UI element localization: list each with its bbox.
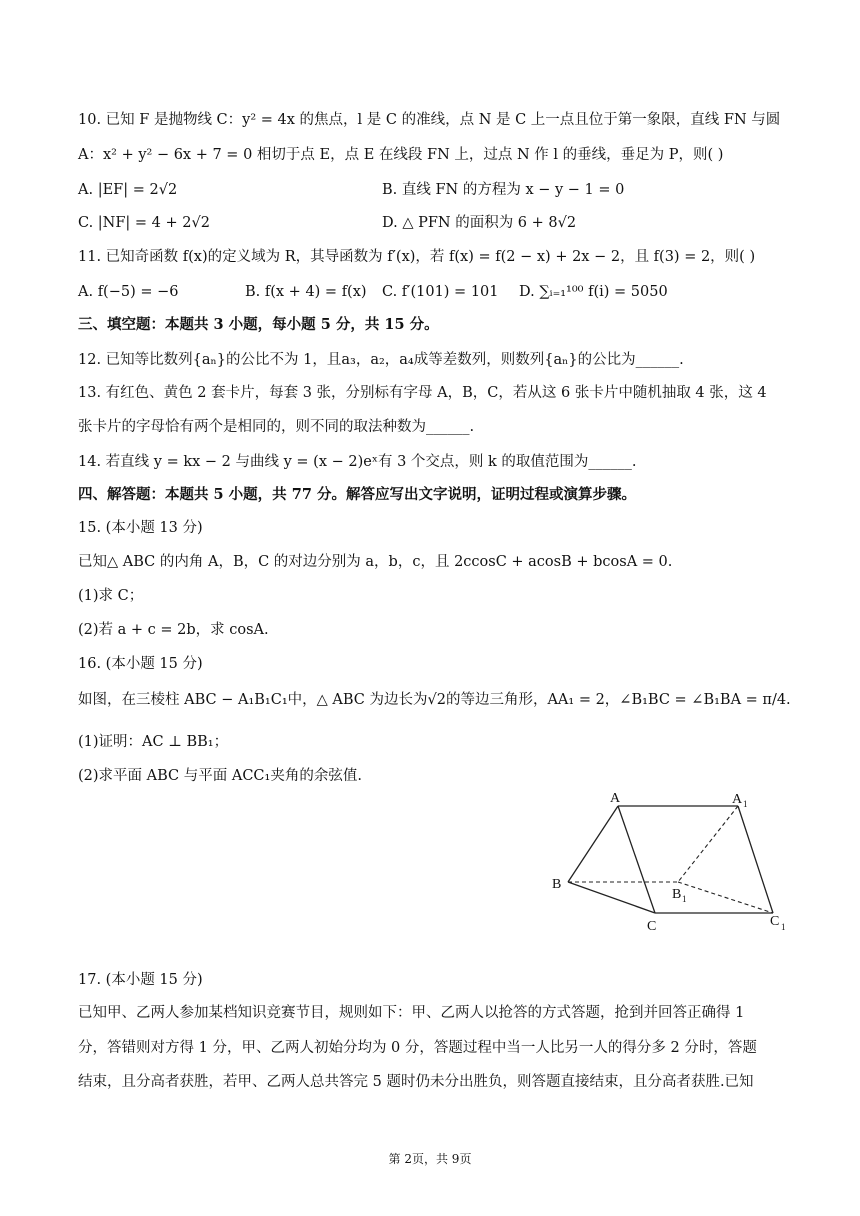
q10-option-b: B. 直线 FN 的方程为 x − y − 1 = 0 [382, 182, 625, 198]
q17-line1: 已知甲、乙两人参加某档知识竞赛节目，规则如下：甲、乙两人以抢答的方式答题，抢到并回答正确得 1 [78, 1005, 745, 1021]
edge-b-c [568, 882, 655, 913]
q13-line1: 13. 有红色、黄色 2 套卡片，每套 3 张，分别标有字母 A，B，C，若从这 6 张卡片中随机抽取 4 张，这 4 [78, 385, 767, 401]
q16-part1: (1)证明：AC ⊥ BB₁； [78, 734, 229, 750]
q17-line3: 结束，且分高者获胜，若甲、乙两人总共答完 5 题时仍未分出胜负，则答题直接结束，且分高者获胜.已知 [78, 1074, 754, 1090]
q11-option-b: B. f(x + 4) = f(x) [245, 284, 367, 300]
q11-option-c: C. f′(101) = 101 [382, 284, 499, 300]
edge-a1-c1 [738, 806, 773, 913]
q11-stem: 11. 已知奇函数 f(x)的定义域为 R，其导函数为 f′(x)，若 f(x) = f(2 − x) + 2x − 2，且 f(3) = 2，则( ) [78, 249, 756, 265]
section-3-heading: 三、填空题：本题共 3 小题，每小题 5 分，共 15 分。 [78, 316, 439, 333]
label-c1: C [770, 914, 780, 929]
q15-part2: (2)若 a + c = 2b，求 cosA. [78, 622, 269, 638]
section-4-heading: 四、解答题：本题共 5 小题，共 77 分。解答应写出文字说明，证明过程或演算步骤。 [78, 486, 636, 503]
q17-header: 17. (本小题 15 分) [78, 972, 203, 988]
q13-line2: 张卡片的字母恰有两个是相同的，则不同的取法种数为______. [78, 419, 475, 435]
label-b1-subscript: 1 [682, 894, 687, 904]
page-footer: 第 2页，共 9页 [388, 1152, 472, 1166]
q15-stem: 已知△ ABC 的内角 A，B，C 的对边分别为 a，b，c，且 2ccosC + acosB + bcosA = 0. [78, 554, 673, 570]
q10-option-a: A. |EF| = 2√2 [78, 182, 178, 198]
prism-figure [548, 792, 793, 937]
q10-stem-line1: 10. 已知 F 是抛物线 C：y² = 4x 的焦点，l 是 C 的准线，点 N 是 C 上一点且位于第一象限，直线 FN 与圆 [78, 112, 781, 128]
label-c1-subscript: 1 [781, 922, 786, 932]
q12-stem: 12. 已知等比数列{aₙ}的公比不为 1，且a₃，a₂，a₄成等差数列，则数列{aₙ}的公比为______. [78, 352, 684, 368]
q10-option-d: D. △ PFN 的面积为 6 + 8√2 [382, 215, 577, 231]
label-a1: A [732, 792, 743, 807]
q11-option-a: A. f(−5) = −6 [78, 284, 179, 300]
q17-line2: 分，答错则对方得 1 分，甲、乙两人初始分均为 0 分，答题过程中当一人比另一人的得分多 2 分时，答题 [78, 1040, 757, 1056]
q16-header: 16. (本小题 15 分) [78, 656, 203, 672]
q15-header: 15. (本小题 13 分) [78, 520, 203, 536]
label-b: B [552, 877, 562, 892]
edge-a-b [568, 806, 618, 882]
label-b1: B [672, 887, 682, 902]
edge-a-c [618, 806, 655, 913]
q16-stem: 如图，在三棱柱 ABC − A₁B₁C₁中，△ ABC 为边长为√2的等边三角形，AA₁ = 2，∠B₁BC = ∠B₁BA = π/4. [78, 692, 791, 708]
edge-b1-c1 [678, 882, 773, 913]
label-a1-subscript: 1 [743, 799, 748, 809]
label-c: C [647, 919, 657, 934]
q11-option-d: D. ∑ᵢ₌₁¹⁰⁰ f(i) = 5050 [519, 284, 668, 300]
q10-option-c: C. |NF| = 4 + 2√2 [78, 215, 210, 231]
edge-a1-b1 [678, 806, 738, 882]
q10-stem-line2: A：x² + y² − 6x + 7 = 0 相切于点 E，点 E 在线段 FN 上，过点 N 作 l 的垂线，垂足为 P，则( ) [78, 147, 724, 163]
q15-part1: (1)求 C； [78, 588, 144, 604]
q14-stem: 14. 若直线 y = kx − 2 与曲线 y = (x − 2)eˣ有 3 个交点，则 k 的取值范围为______. [78, 454, 637, 470]
q16-part2: (2)求平面 ABC 与平面 ACC₁夹角的余弦值. [78, 768, 362, 784]
label-a: A [610, 792, 621, 806]
